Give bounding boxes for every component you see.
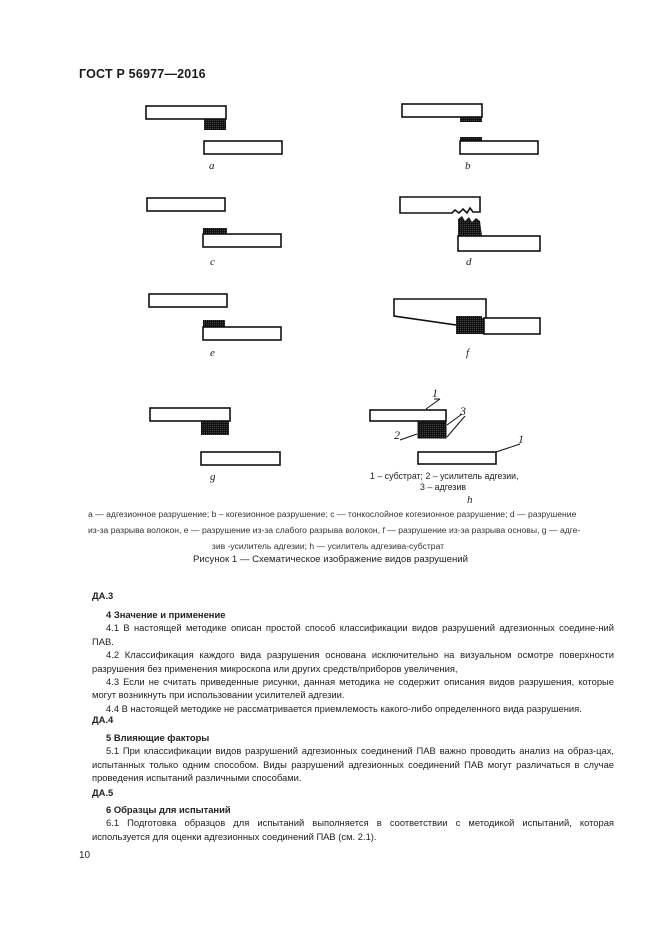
section-5 bbox=[92, 731, 614, 785]
callout-3: 3 bbox=[460, 404, 466, 418]
label-b: b bbox=[465, 160, 471, 172]
para-4-3: 4.3 Если не считать приведенные рисунки, данная методика не содержит описания видов разрушения, которые могут возникнуть при использовании усилителей адгезии. bbox=[92, 676, 614, 701]
page-number: 10 bbox=[79, 850, 91, 861]
label-c: c bbox=[210, 256, 215, 268]
section-6-title: 6 Образцы для испытаний bbox=[106, 804, 231, 815]
section-5-title: 5 Влияющие факторы bbox=[106, 732, 210, 743]
label-d: d bbox=[466, 256, 472, 268]
para-4-1: 4.1 В настоящей методике описан простой способ классификации видов разрушений адгезионных соедине-ний ПАВ. bbox=[92, 622, 614, 647]
legend-line-2: из-за разрыва волокон, e — разрушение из-за слабого разрыва волокон, f — разрушение из-за разрыва основы, g — адге- bbox=[88, 525, 581, 535]
label-e: e bbox=[210, 347, 215, 359]
annex-da4-heading: ДА.4 bbox=[92, 714, 114, 725]
figure-caption: Рисунок 1 — Схематическое изображение видов разрушений bbox=[192, 554, 469, 565]
label-h: h bbox=[467, 494, 473, 506]
diagram-c bbox=[147, 198, 281, 247]
h-legend-line1: 1 – субстрат; 2 – усилитель адгезии, bbox=[370, 471, 519, 481]
section-4 bbox=[92, 608, 614, 715]
para-4-4: 4.4 В настоящей методике не рассматривается приемлемость какого-либо определенного вида разрушения. bbox=[106, 702, 582, 714]
section-4-title: 4 Значение и применение bbox=[106, 609, 226, 620]
diagram-b bbox=[402, 104, 538, 154]
section-da3 bbox=[92, 589, 614, 602]
diagram-d bbox=[400, 197, 540, 251]
legend-line-1: a — адгезионное разрушение; b – когезионное разрушение; c — тонкослойное когезионное разрушение; d — разрушение bbox=[88, 509, 577, 519]
callout-1: 1 bbox=[432, 386, 438, 400]
diagram-h bbox=[370, 410, 496, 464]
annex-da3-heading: ДА.3 bbox=[92, 590, 114, 601]
legend-line-3: зив -усилитель адгезии; h — усилитель адгезива-субстрат bbox=[211, 541, 445, 551]
label-f: f bbox=[466, 347, 470, 359]
diagram-e bbox=[149, 294, 281, 340]
diagram-f bbox=[394, 299, 540, 334]
failure-modes-figure bbox=[0, 95, 661, 515]
section-6 bbox=[92, 803, 614, 843]
para-6-1: 6.1 Подготовка образцов для испытаний выполняется в соответствии с методикой испытаний, которая используется для оценки адгезионных соединений ПАВ (см. 2.1). bbox=[92, 817, 614, 842]
document-header: ГОСТ Р 56977—2016 bbox=[79, 67, 206, 81]
diagram-a bbox=[146, 106, 282, 154]
label-g: g bbox=[210, 471, 216, 483]
callout-2: 2 bbox=[394, 428, 400, 442]
para-5-1: 5.1 При классификации видов разрушений адгезионных соединений ПАВ важно проводить анализ на образ-цах, испытанных только одним способом. Виды разрушений адгезионных соединений ПАВ могут различаться в случае проведения испытаний различными способами. bbox=[92, 745, 614, 784]
diagram-g bbox=[150, 408, 280, 465]
section-da4 bbox=[92, 713, 614, 726]
para-4-2: 4.2 Классификация каждого вида разрушения основана исключительно на визуальном осмотре поверхности разрушения без применения микроскопа или других средств/приборов увеличения, bbox=[92, 649, 614, 674]
annex-da5-heading: ДА.5 bbox=[92, 787, 114, 798]
label-a: a bbox=[209, 160, 215, 172]
callout-1b: 1 bbox=[518, 432, 524, 446]
section-da5 bbox=[92, 786, 614, 799]
h-legend-line2: 3 – адгезив bbox=[420, 482, 467, 492]
figure-legend bbox=[88, 506, 608, 554]
